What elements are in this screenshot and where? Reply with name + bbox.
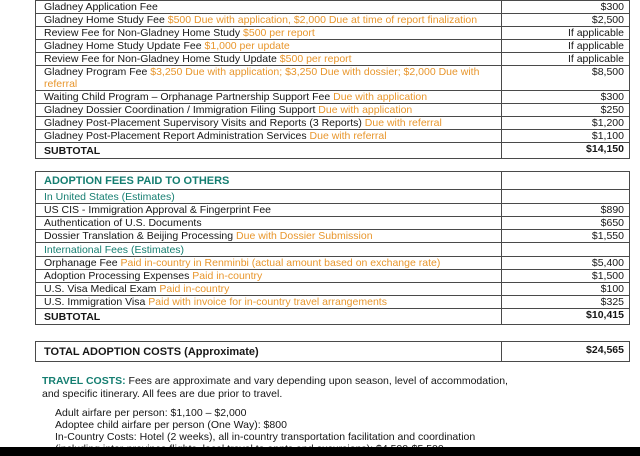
bottom-black-bar xyxy=(0,447,640,456)
fee-label: Gladney Post-Placement Supervisory Visits and Reports (3 Reports) xyxy=(44,117,362,129)
fees-to-others-table xyxy=(35,171,630,325)
fee-amount: $650 xyxy=(501,217,629,229)
fee-label: Review Fee for Non-Gladney Home Study xyxy=(44,27,241,39)
fee-amount: $8,500 xyxy=(501,66,629,90)
fee-row xyxy=(36,216,629,229)
subtotal-row xyxy=(36,142,629,158)
fee-note: $1,000 per update xyxy=(204,40,290,52)
fee-amount: $100 xyxy=(501,283,629,295)
fee-amount: $1,100 xyxy=(501,130,629,142)
fee-row xyxy=(36,295,629,308)
travel-line: Adoptee child airfare per person (One Way): $800 xyxy=(55,419,287,431)
total-label: TOTAL ADOPTION COSTS (Approximate) xyxy=(44,346,259,358)
section-heading-row xyxy=(36,189,629,203)
travel-costs-body: Fees are approximate and vary depending upon season, level of accommodation, and specific itinerary. All fees are due prior to travel. xyxy=(42,375,508,400)
fee-note: $500 per report xyxy=(279,53,352,65)
fee-label: Orphanage Fee xyxy=(44,257,118,269)
fee-note: $500 Due with application, $2,000 Due at time of report finalization xyxy=(167,14,478,26)
fee-amount: $250 xyxy=(501,104,629,116)
fee-label: Adoption Processing Expenses xyxy=(44,270,190,282)
fee-amount: If applicable xyxy=(501,27,629,39)
total-amount: $24,565 xyxy=(501,342,629,361)
section-heading: International Fees (Estimates) xyxy=(44,244,185,256)
fee-note: Paid in-country xyxy=(192,270,263,282)
fee-label: Gladney Program Fee xyxy=(44,66,148,78)
fee-amount: $1,500 xyxy=(501,270,629,282)
fee-row xyxy=(36,1,629,13)
fee-amount: $5,400 xyxy=(501,257,629,269)
fee-amount: $2,500 xyxy=(501,14,629,26)
fee-label: Authentication of U.S. Documents xyxy=(44,217,202,229)
fee-amount: If applicable xyxy=(501,53,629,65)
fee-row xyxy=(36,65,629,90)
fee-row xyxy=(36,52,629,65)
fee-amount: $1,200 xyxy=(501,117,629,129)
fee-label: Gladney Dossier Coordination / Immigration Filing Support xyxy=(44,104,316,116)
fee-row xyxy=(36,26,629,39)
subtotal-label: SUBTOTAL xyxy=(44,145,101,157)
fee-label: US CIS - Immigration Approval & Fingerprint Fee xyxy=(44,204,272,216)
fee-label: U.S. Visa Medical Exam xyxy=(44,283,157,295)
fee-amount: $300 xyxy=(501,91,629,103)
fee-label: Dossier Translation & Beijing Processing xyxy=(44,230,234,242)
fee-amount: $300 xyxy=(501,1,629,13)
table-title-row xyxy=(36,172,629,189)
fee-row xyxy=(36,39,629,52)
fee-note: Due with application xyxy=(318,104,413,116)
fee-note: Due with Dossier Submission xyxy=(236,230,373,242)
fee-row xyxy=(36,203,629,216)
fee-label: Gladney Post-Placement Report Administration Services xyxy=(44,130,307,142)
fee-label: Review Fee for Non-Gladney Home Study Update xyxy=(44,53,277,65)
travel-costs-heading: TRAVEL COSTS: xyxy=(42,375,126,387)
fee-row xyxy=(36,229,629,242)
travel-line: In-Country Costs: Hotel (2 weeks), all in-country transportation facilitation and coordination xyxy=(55,431,476,443)
table-title: ADOPTION FEES PAID TO OTHERS xyxy=(44,175,230,187)
gladney-fees-table xyxy=(35,0,630,159)
subtotal-amount: $14,150 xyxy=(501,143,629,158)
fee-row xyxy=(36,116,629,129)
fee-row xyxy=(36,90,629,103)
subtotal-amount: $10,415 xyxy=(501,309,629,324)
section-heading-row xyxy=(36,242,629,256)
fee-label: Waiting Child Program – Orphanage Partnership Support Fee xyxy=(44,91,331,103)
fee-row xyxy=(36,269,629,282)
fee-note: Due with referral xyxy=(309,130,387,142)
fee-note: Due with application xyxy=(333,91,428,103)
fee-note: Due with referral xyxy=(364,117,442,129)
fee-note: Paid in-country in Renminbi (actual amount based on exchange rate) xyxy=(120,257,441,269)
total-row xyxy=(36,342,629,361)
fee-label: Gladney Application Fee xyxy=(44,1,158,13)
fee-label: Gladney Home Study Fee xyxy=(44,14,165,26)
fee-row xyxy=(36,13,629,26)
fee-amount: If applicable xyxy=(501,40,629,52)
subtotal-row xyxy=(36,308,629,324)
fee-label: U.S. Immigration Visa xyxy=(44,296,146,308)
fee-note: Paid in-country xyxy=(159,283,230,295)
subtotal-label: SUBTOTAL xyxy=(44,311,101,323)
fee-row xyxy=(36,256,629,269)
fee-amount: $1,550 xyxy=(501,230,629,242)
fee-label: Gladney Home Study Update Fee xyxy=(44,40,202,52)
fee-amount: $325 xyxy=(501,296,629,308)
fee-row xyxy=(36,103,629,116)
fee-note: $3,250 Due with application; $3,250 Due with dossier; $2,000 Due with referral xyxy=(44,66,480,90)
fee-amount: $890 xyxy=(501,204,629,216)
fee-note: $500 per report xyxy=(243,27,315,39)
section-heading: In United States (Estimates) xyxy=(44,191,175,203)
fee-row xyxy=(36,282,629,295)
travel-costs-paragraph xyxy=(42,375,520,401)
fee-row xyxy=(36,129,629,142)
fee-note: Paid with invoice for in-country travel arrangements xyxy=(148,296,387,308)
travel-line: Adult airfare per person: $1,100 – $2,000 xyxy=(55,407,247,419)
total-costs-table xyxy=(35,341,630,362)
